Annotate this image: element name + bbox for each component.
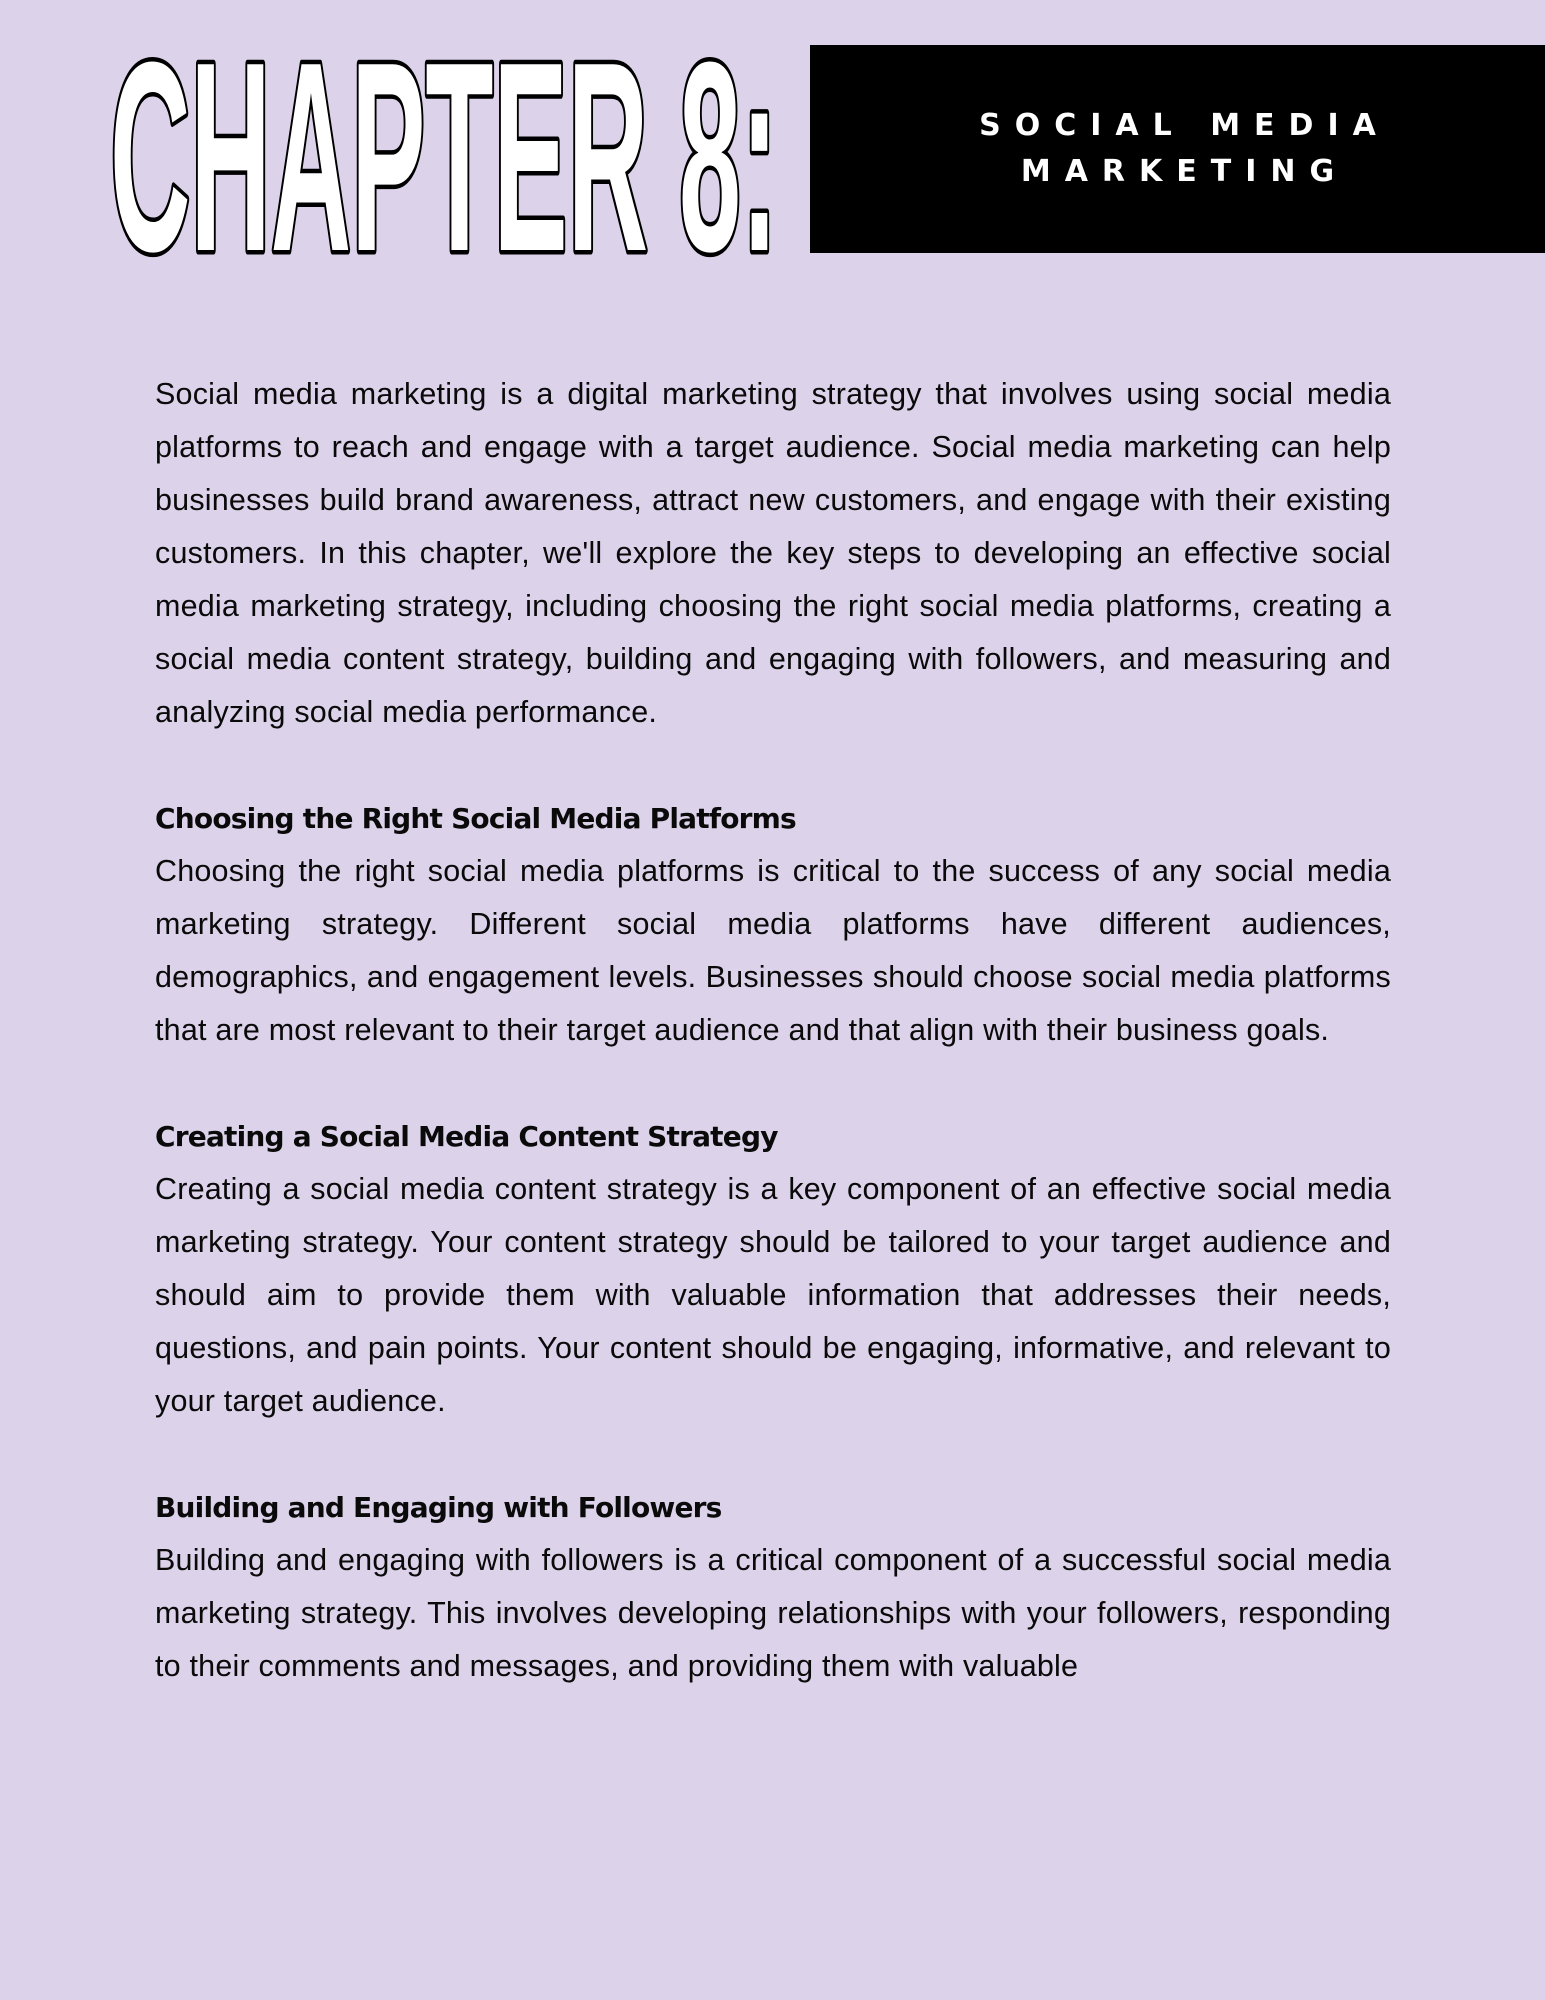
chapter-subtitle-line-1: SOCIAL MEDIA	[979, 108, 1390, 143]
chapter-body	[155, 368, 1391, 1693]
section-heading: Choosing the Right Social Media Platforms	[155, 802, 796, 835]
chapter-subtitle-line-2: MARKETING	[1020, 154, 1349, 189]
intro-paragraph: Social media marketing is a digital marketing strategy that involves using social media platforms to reach and engage with a target audience. Social media marketing can help businesses build brand awareness, attract new customers, and engage with their existing customers. In this chapter, we'll explore the key steps to developing an effective social media marketing strategy, including choosing the right social media platforms, creating a social media content strategy, building and engaging with followers, and measuring and analyzing social media performance.	[155, 377, 1391, 729]
chapter-subtitle-box	[810, 45, 1545, 253]
section-paragraph: Choosing the right social media platforms is critical to the success of any social media marketing strategy. Different social media platforms have different audiences, demographics, and engagement levels. Businesses should choose social media platforms that are most relevant to their target audience and that align with their business goals.	[155, 854, 1391, 1047]
chapter-title	[108, 28, 788, 268]
chapter-title-text: CHAPTER 8:	[110, 28, 778, 268]
section-paragraph: Building and engaging with followers is a critical component of a successful social media marketing strategy. This involves developing relationships with your followers, responding to their comments and messages, and providing them with valuable	[155, 1543, 1391, 1683]
section-heading: Creating a Social Media Content Strategy	[155, 1120, 778, 1153]
section-heading: Building and Engaging with Followers	[155, 1491, 722, 1524]
chapter-title-outline	[108, 28, 788, 268]
section-paragraph: Creating a social media content strategy is a key component of an effective social media marketing strategy. Your content strategy should be tailored to your target audience and should aim to provide them with valuable information that addresses their needs, questions, and pain points. Your content should be engaging, informative, and relevant to your target audience.	[155, 1172, 1391, 1418]
section-content-strategy	[155, 1110, 1391, 1428]
section-choosing-platforms	[155, 792, 1391, 1057]
section-engaging-followers	[155, 1481, 1391, 1693]
